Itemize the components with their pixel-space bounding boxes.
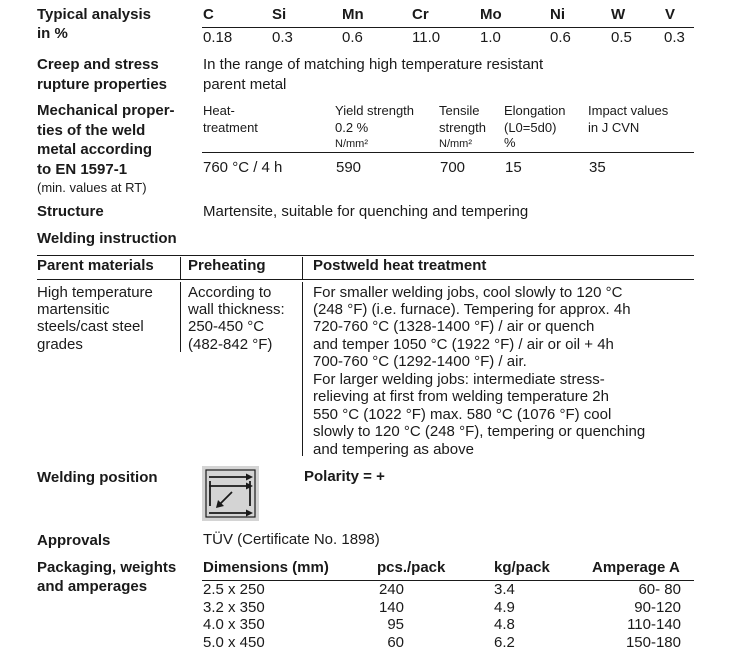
wi-preheat-line: (482-842 °F) (188, 336, 273, 353)
pack-amp: 150-180 (625, 634, 681, 651)
hdr-heat-2: treatment (203, 120, 258, 135)
wi-postweld-line: 550 °C (1022 °F) max. 580 °C (1076 °F) cool (313, 406, 612, 423)
hdr-impact-2: in J CVN (588, 120, 640, 135)
element-si: Si (272, 6, 287, 23)
wi-header-postweld: Postweld heat treatment (313, 257, 487, 274)
hdr-yield-2: 0.2 % (335, 120, 369, 135)
element-cr: Cr (412, 6, 429, 23)
hdr-tensile-2: strength (439, 120, 486, 135)
structure-text: Martensite, suitable for quenching and tempering (203, 203, 529, 220)
pack-dim: 3.2 x 350 (203, 599, 265, 616)
value-c: 0.18 (203, 29, 233, 46)
pack-kg: 4.8 (494, 616, 515, 633)
mech-label-line4: to EN 1597-1 (37, 161, 128, 178)
pack-kg: 6.2 (494, 634, 515, 651)
hdr-heat-1: Heat- (203, 103, 235, 118)
welding-instruction-title: Welding instruction (37, 230, 177, 247)
mech-label-line1: Mechanical proper- (37, 102, 175, 119)
pack-kg: 3.4 (494, 581, 515, 598)
wi-col-sep-2 (302, 282, 303, 456)
element-ni: Ni (550, 6, 565, 23)
wi-header-parent: Parent materials (37, 257, 154, 274)
element-mo: Mo (480, 6, 502, 23)
pack-pcs: 95 (387, 616, 404, 633)
element-c: C (203, 6, 214, 23)
creep-label-line1: Creep and stress (37, 56, 159, 73)
wi-parent-line: martensitic (37, 301, 110, 318)
packaging-label-line1: Packaging, weights (37, 559, 177, 576)
pack-header-pcs: pcs./pack (377, 559, 446, 576)
wi-postweld-line: and tempering as above (313, 441, 474, 458)
value-si: 0.3 (272, 29, 293, 46)
approvals-text: TÜV (Certificate No. 1898) (203, 531, 380, 548)
analysis-divider (202, 27, 694, 28)
wi-col-sep-1 (180, 282, 181, 352)
wi-header-preheat: Preheating (188, 257, 266, 274)
mech-label-line2: ties of the weld (37, 122, 146, 139)
element-w: W (611, 6, 626, 23)
element-mn: Mn (342, 6, 364, 23)
wi-postweld-line: For smaller welding jobs, cool slowly to 120 °C (313, 284, 623, 301)
hdr-elong-3: % (504, 135, 516, 150)
pack-dim: 5.0 x 450 (203, 634, 265, 651)
hdr-impact-1: Impact values (588, 103, 669, 118)
pack-pcs: 60 (387, 634, 404, 651)
pack-kg: 4.9 (494, 599, 515, 616)
wi-col-sep-2-head (302, 257, 303, 279)
packaging-label-line2: and amperages (37, 578, 148, 595)
hdr-elong-1: Elongation (504, 103, 566, 118)
polarity-text: Polarity = + (304, 468, 385, 485)
wi-postweld-line: 700-760 °C (1292-1400 °F) / air. (313, 353, 527, 370)
creep-text-line1: In the range of matching high temperature resistant (203, 56, 544, 73)
pack-pcs: 240 (378, 581, 404, 598)
wi-postweld-line: and temper 1050 °C (1922 °F) / air or oil + 4h (313, 336, 614, 353)
value-v: 0.3 (664, 29, 685, 46)
pack-pcs: 140 (378, 599, 404, 616)
wi-parent-line: steels/cast steel (37, 318, 144, 335)
value-cr: 11.0 (412, 29, 441, 46)
mech-label-line3: metal according (37, 141, 153, 158)
wi-parent-line: High temperature (37, 284, 153, 301)
creep-text-line2: parent metal (203, 76, 287, 93)
wi-postweld-line: relieving at first from welding temperature 2h (313, 388, 609, 405)
welding-positions-icon (202, 466, 259, 521)
element-v: V (665, 6, 676, 23)
structure-label: Structure (37, 203, 104, 220)
pack-dim: 4.0 x 350 (203, 616, 265, 633)
mech-value-elong: 15 (505, 159, 522, 176)
hdr-yield-3: N/mm² (335, 138, 368, 150)
wi-preheat-line: 250-450 °C (188, 318, 265, 335)
wi-parent-line: grades (37, 336, 83, 353)
value-mo: 1.0 (480, 29, 501, 46)
hdr-tensile-1: Tensile (439, 103, 480, 118)
value-ni: 0.6 (550, 29, 571, 46)
pack-header-kg: kg/pack (494, 559, 550, 576)
welding-position-label: Welding position (37, 469, 158, 486)
analysis-label-line2: in % (37, 25, 68, 42)
wi-top-rule (37, 255, 694, 256)
pack-amp: 110-140 (627, 616, 681, 633)
pack-amp: 60- 80 (638, 581, 681, 598)
wi-postweld-line: 720-760 °C (1328-1400 °F) / air or quench (313, 318, 595, 335)
pack-dim: 2.5 x 250 (203, 581, 265, 598)
wi-postweld-line: For larger welding jobs: intermediate stress- (313, 371, 605, 388)
mech-value-yield: 590 (336, 159, 362, 176)
mech-value-impact: 35 (589, 159, 606, 176)
wi-header-rule (37, 279, 694, 280)
mech-value-heat: 760 °C / 4 h (203, 159, 283, 176)
wi-preheat-line: wall thickness: (188, 301, 285, 318)
approvals-label: Approvals (37, 532, 111, 549)
pack-header-amperage: Amperage A (592, 559, 680, 576)
analysis-label-line1: Typical analysis (37, 6, 151, 23)
pack-header-dimensions: Dimensions (mm) (203, 559, 329, 576)
pack-amp: 90-120 (634, 599, 681, 616)
wi-postweld-line: (248 °F) (i.e. furnace). Tempering for approx. 4h (313, 301, 631, 318)
wi-preheat-line: According to (188, 284, 272, 301)
mech-divider (202, 152, 694, 153)
hdr-elong-2: (L0=5d0) (504, 120, 557, 135)
mech-value-tensile: 700 (440, 159, 466, 176)
wi-postweld-line: slowly to 120 °C (248 °F), tempering or quenching (313, 423, 646, 440)
wi-col-sep-1-head (180, 257, 181, 279)
hdr-yield-1: Yield strength (335, 103, 415, 118)
value-mn: 0.6 (342, 29, 363, 46)
creep-label-line2: rupture properties (37, 76, 168, 93)
value-w: 0.5 (611, 29, 632, 46)
mech-note: (min. values at RT) (37, 180, 147, 195)
hdr-tensile-3: N/mm² (439, 138, 472, 150)
